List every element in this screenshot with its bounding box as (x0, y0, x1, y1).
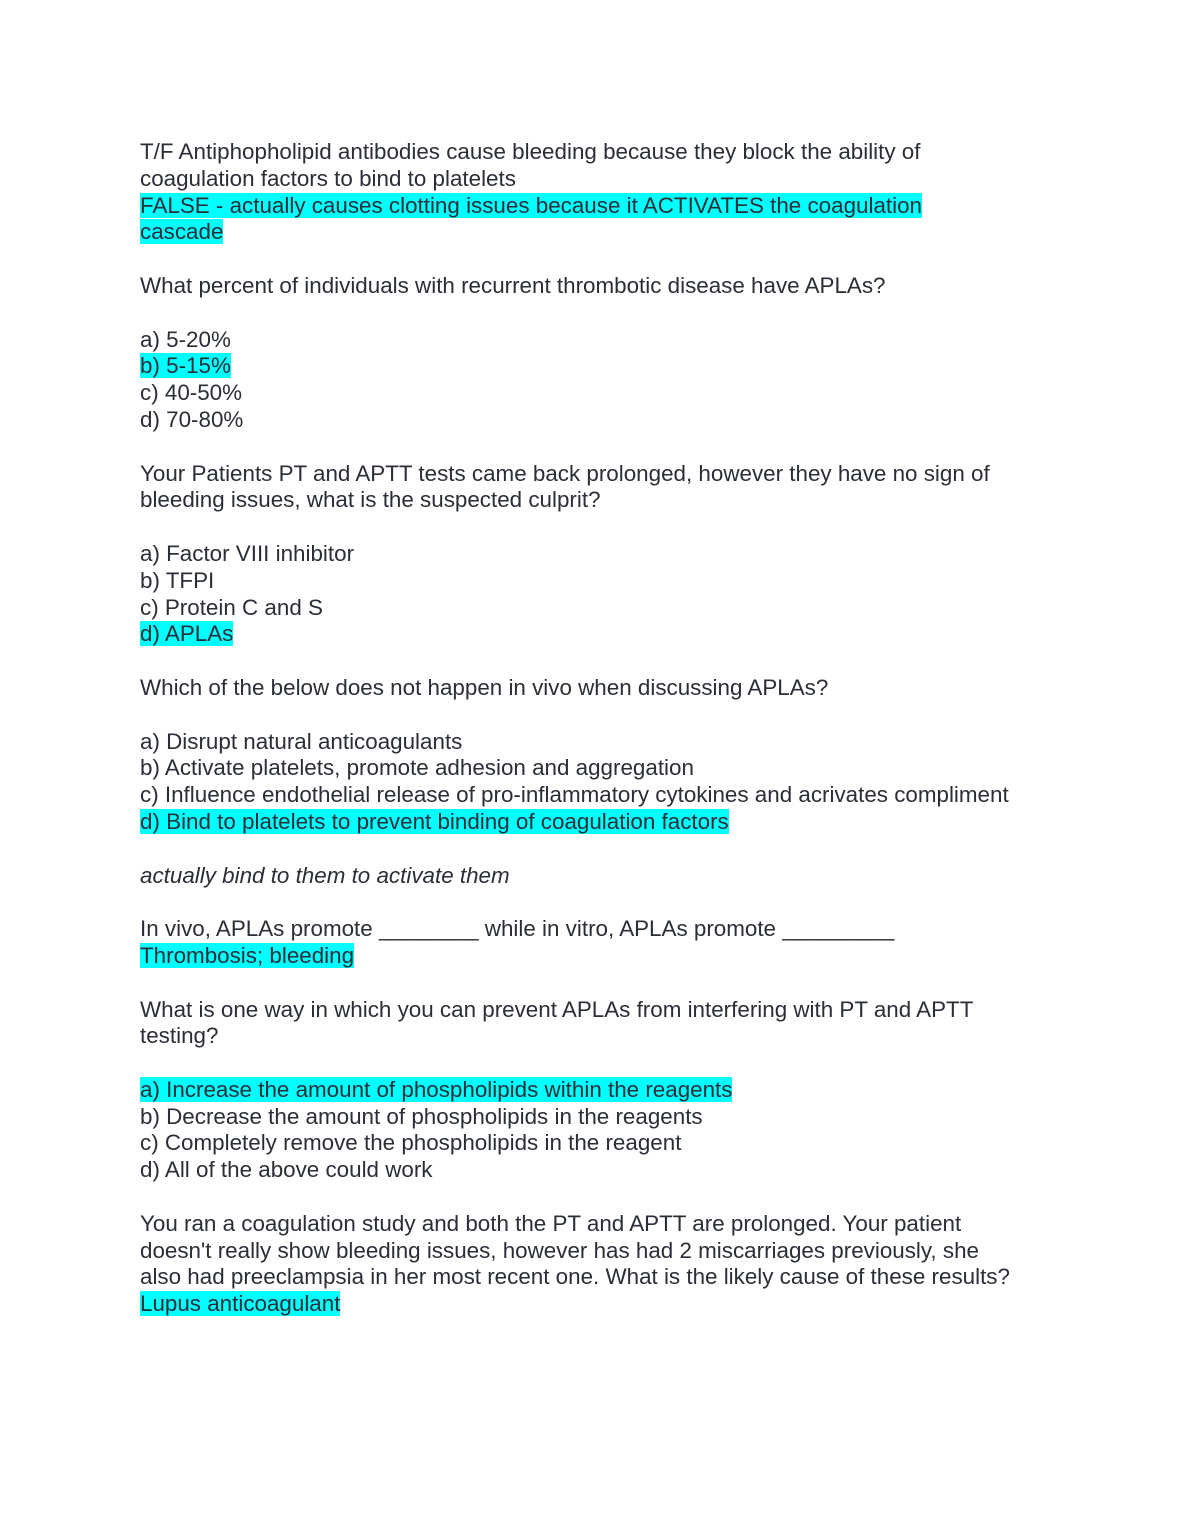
question-text: also had preeclampsia in her most recent one. What is the likely cause of these results? (140, 1264, 1010, 1290)
spacer (140, 1184, 1060, 1211)
spacer (140, 300, 1060, 327)
question-text: What is one way in which you can prevent APLAs from interfering with PT and APTT (140, 996, 974, 1022)
spacer (140, 648, 1060, 675)
spacer (140, 836, 1060, 863)
spacer (140, 434, 1060, 461)
highlighted-answer: Thrombosis; bleeding (140, 942, 355, 968)
spacer (140, 889, 1060, 916)
option-b: b) Decrease the amount of phospholipids in the reagents (140, 1103, 703, 1129)
option-d-correct: d) Bind to platelets to prevent binding of coagulation factors (140, 808, 729, 834)
question-text: bleeding issues, what is the suspected culprit? (140, 487, 601, 513)
option-c: c) 40-50% (140, 380, 243, 406)
option-d: d) 70-80% (140, 406, 244, 432)
question-1 (140, 139, 1060, 246)
option-b: b) Activate platelets, promote adhesion and aggregation (140, 755, 694, 781)
option-c: c) Protein C and S (140, 594, 323, 620)
option-c: c) Completely remove the phospholipids in the reagent (140, 1130, 682, 1156)
spacer (140, 1050, 1060, 1077)
question-text: doesn't really show bleeding issues, however has had 2 miscarriages previously, she (140, 1237, 979, 1263)
option-d-correct: d) APLAs (140, 621, 234, 647)
question-text: testing? (140, 1023, 219, 1049)
spacer (140, 514, 1060, 541)
option-a: a) 5-20% (140, 326, 231, 352)
question-text: In vivo, APLAs promote ________ while in vitro, APLAs promote _________ (140, 916, 895, 942)
highlighted-answer: Lupus anticoagulant (140, 1291, 341, 1317)
question-text: coagulation factors to bind to platelets (140, 165, 516, 191)
question-5 (140, 916, 1060, 970)
option-a: a) Disrupt natural anticoagulants (140, 728, 463, 754)
option-b-correct: b) 5-15% (140, 353, 231, 379)
spacer (140, 246, 1060, 273)
question-text: T/F Antiphopholipid antibodies cause bleeding because they block the ability of (140, 139, 921, 164)
question-text: You ran a coagulation study and both the PT and APTT are prolonged. Your patient (140, 1210, 962, 1236)
option-c: c) Influence endothelial release of pro-inflammatory cytokines and acrivates compliment (140, 782, 1009, 808)
option-b: b) TFPI (140, 567, 215, 593)
question-text: Which of the below does not happen in vivo when discussing APLAs? (140, 674, 829, 700)
question-7 (140, 1211, 1060, 1318)
spacer (140, 702, 1060, 729)
question-text: Your Patients PT and APTT tests came back prolonged, however they have no sign of (140, 460, 990, 486)
spacer (140, 970, 1060, 997)
document-body (140, 139, 1060, 1318)
highlighted-answer: cascade (140, 219, 224, 245)
answer-note: actually bind to them to activate them (140, 862, 510, 888)
option-d: d) All of the above could work (140, 1157, 433, 1183)
question-4 (140, 675, 1060, 889)
question-text: What percent of individuals with recurrent thrombotic disease have APLAs? (140, 272, 886, 298)
question-2 (140, 273, 1060, 434)
option-a: a) Factor VIII inhibitor (140, 540, 355, 566)
question-6 (140, 997, 1060, 1185)
question-3 (140, 461, 1060, 649)
highlighted-answer: FALSE - actually causes clotting issues because it ACTIVATES the coagulation (140, 192, 922, 218)
option-a-correct: a) Increase the amount of phospholipids within the reagents (140, 1076, 733, 1102)
